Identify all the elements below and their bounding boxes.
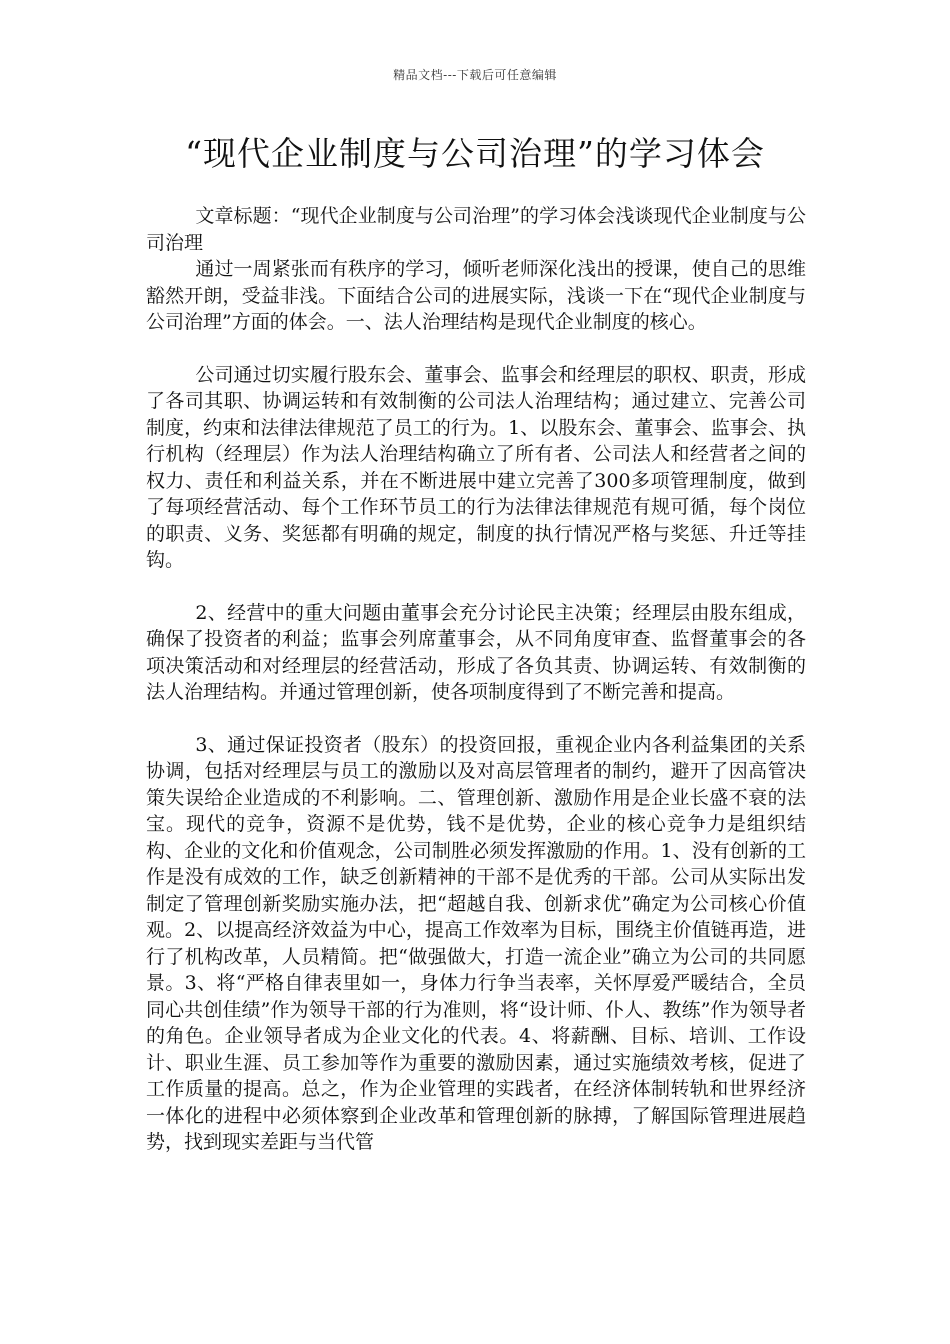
paragraph-article-title: 文章标题：“现代企业制度与公司治理”的学习体会浅谈现代企业制度与公司治理	[146, 205, 806, 254]
paragraph-board-decisions: 2、经营中的重大问题由董事会充分讨论民主决策；经理层由股东组成，确保了投资者的利益；监事会列席董事会，从不同角度审查、监督董事会的各项决策活动和对经理层的经营活动，形成了各负其责、协调运转、有效制衡的法人治理结构。并通过管理创新，使各项制度得到了不断完善和提高。	[146, 601, 806, 703]
header-note: 精品文档---下载后可任意编辑	[393, 68, 557, 82]
paragraph-intro: 通过一周紧张而有秩序的学习，倾听老师深化浅出的授课，使自己的思维豁然开朗，受益非浅。下面结合公司的进展实际，浅谈一下在“现代企业制度与公司治理”方面的体会。一、法人治理结构是现代企业制度的核心。	[146, 258, 806, 333]
document-body	[146, 203, 806, 1156]
paragraph-governance-structure: 公司通过切实履行股东会、董事会、监事会和经理层的职权、职责，形成了各司其职、协调运转和有效制衡的公司法人治理结构；通过建立、完善公司制度，约束和法律法律规范了员工的行为。1、以股东会、董事会、监事会、执行机构（经理层）作为法人治理结构确立了所有者、公司法人和经营者之间的权力、责任和利益关系，并在不断进展中建立完善了300多项管理制度，做到了每项经营活动、每个工作环节员工的行为法律法律规范有规可循，每个岗位的职责、义务、奖惩都有明确的规定，制度的执行情况严格与奖惩、升迁等挂钩。	[146, 363, 806, 571]
document-title: “现代企业制度与公司治理”的学习体会	[185, 134, 765, 173]
paragraph-innovation-incentives: 3、通过保证投资者（股东）的投资回报，重视企业内各利益集团的关系协调，包括对经理层与员工的激励以及对高层管理者的制约，避开了因高管决策失误给企业造成的不利影响。二、管理创新、激励作用是企业长盛不衰的法宝。现代的竞争，资源不是优势，钱不是优势，企业的核心竞争力是组织结构、企业的文化和价值观念，公司制胜必须发挥激励的作用。1、没有创新的工作是没有成效的工作，缺乏创新精神的干部不是优秀的干部。公司从实际出发制定了管理创新奖励实施办法，把“超越自我、创新求优”确定为公司核心价值观。2、以提高经济效益为中心，提高工作效率为目标，围绕主价值链再造，进行了机构改革，人员精简。把“做强做大，打造一流企业”确立为公司的共同愿景。3、将“严格自律表里如一，身体力行争当表率，关怀厚爱严暖结合，全员同心共创佳绩”作为领导干部的行为准则，将“设计师、仆人、教练”作为领导者的角色。企业领导者成为企业文化的代表。4、将薪酬、目标、培训、工作设计、职业生涯、员工参加等作为重要的激励因素，通过实施绩效考核，促进了工作质量的提高。总之，作为企业管理的实践者，在经济体制转轨和世界经济一体化的进程中必须体察到企业改革和管理创新的脉搏，了解国际管理进展趋势，找到现实差距与当代管	[146, 733, 806, 1153]
